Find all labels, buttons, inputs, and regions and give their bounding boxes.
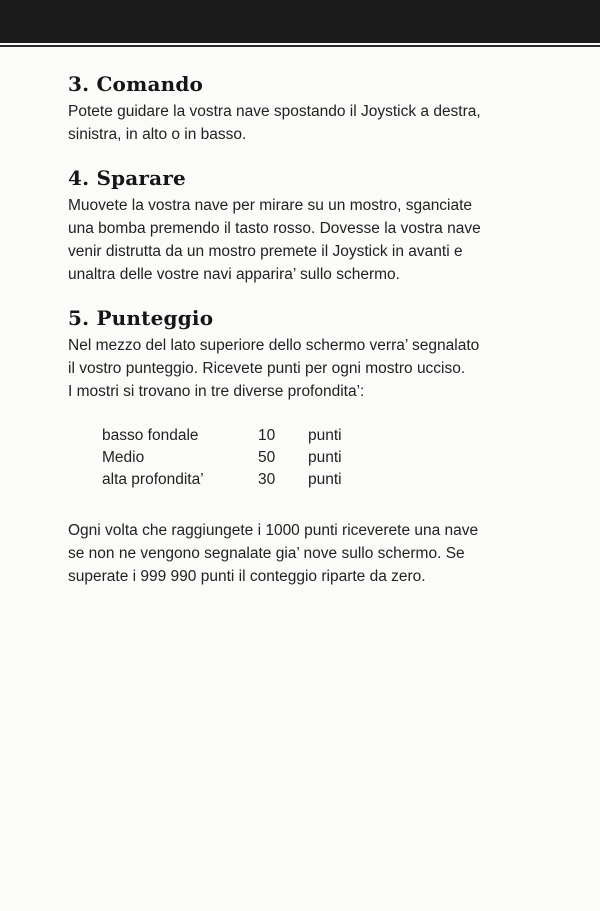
depth-label: basso fondale bbox=[102, 427, 199, 444]
depth-label: alta profondita’ bbox=[102, 471, 204, 488]
section-heading: 4. Sparare bbox=[68, 166, 186, 190]
depth-label: Medio bbox=[102, 449, 145, 466]
top-black-band bbox=[0, 0, 600, 43]
section-paragraph: Muovete la vostra nave per mirare su un mostro, sganciate una bomba premendo il tasto rosso. Dovesse la vostra nave venir distrutta da un mostro premete il Joystick in avanti e unaltra delle vostre navi apparira’ sullo schermo. bbox=[68, 197, 481, 283]
section-heading: 3. Comando bbox=[68, 72, 204, 96]
table-row bbox=[102, 447, 368, 469]
section-paragraph: Nel mezzo del lato superiore dello schermo verra’ segnalato il vostro punteggio. Ricevete punti per ogni mostro ucciso. I mostri si trovano in tre diverse profondita’: bbox=[68, 337, 480, 400]
section-heading: 5. Punteggio bbox=[68, 306, 214, 330]
points-unit: punti bbox=[308, 471, 342, 488]
page-content bbox=[68, 70, 568, 588]
points-value: 30 bbox=[258, 471, 276, 488]
points-unit: punti bbox=[308, 427, 342, 444]
points-value: 10 bbox=[258, 427, 276, 444]
closing-paragraph: Ogni volta che raggiungete i 1000 punti riceverete una nave se non ne vengono segnalate gia’ nove sullo schermo. Se superate i 999 990 punti il conteggio riparte da zero. bbox=[68, 522, 479, 585]
section-paragraph: Potete guidare la vostra nave spostando il Joystick a destra, sinistra, in alto o in basso. bbox=[68, 103, 481, 143]
points-unit: punti bbox=[308, 449, 342, 466]
section-sparare bbox=[68, 164, 568, 286]
table-row bbox=[102, 469, 368, 491]
table-row bbox=[102, 425, 368, 447]
top-divider-line bbox=[0, 45, 600, 47]
score-table bbox=[102, 425, 368, 491]
section-comando bbox=[68, 70, 568, 146]
points-value: 50 bbox=[258, 449, 276, 466]
section-punteggio bbox=[68, 304, 568, 588]
